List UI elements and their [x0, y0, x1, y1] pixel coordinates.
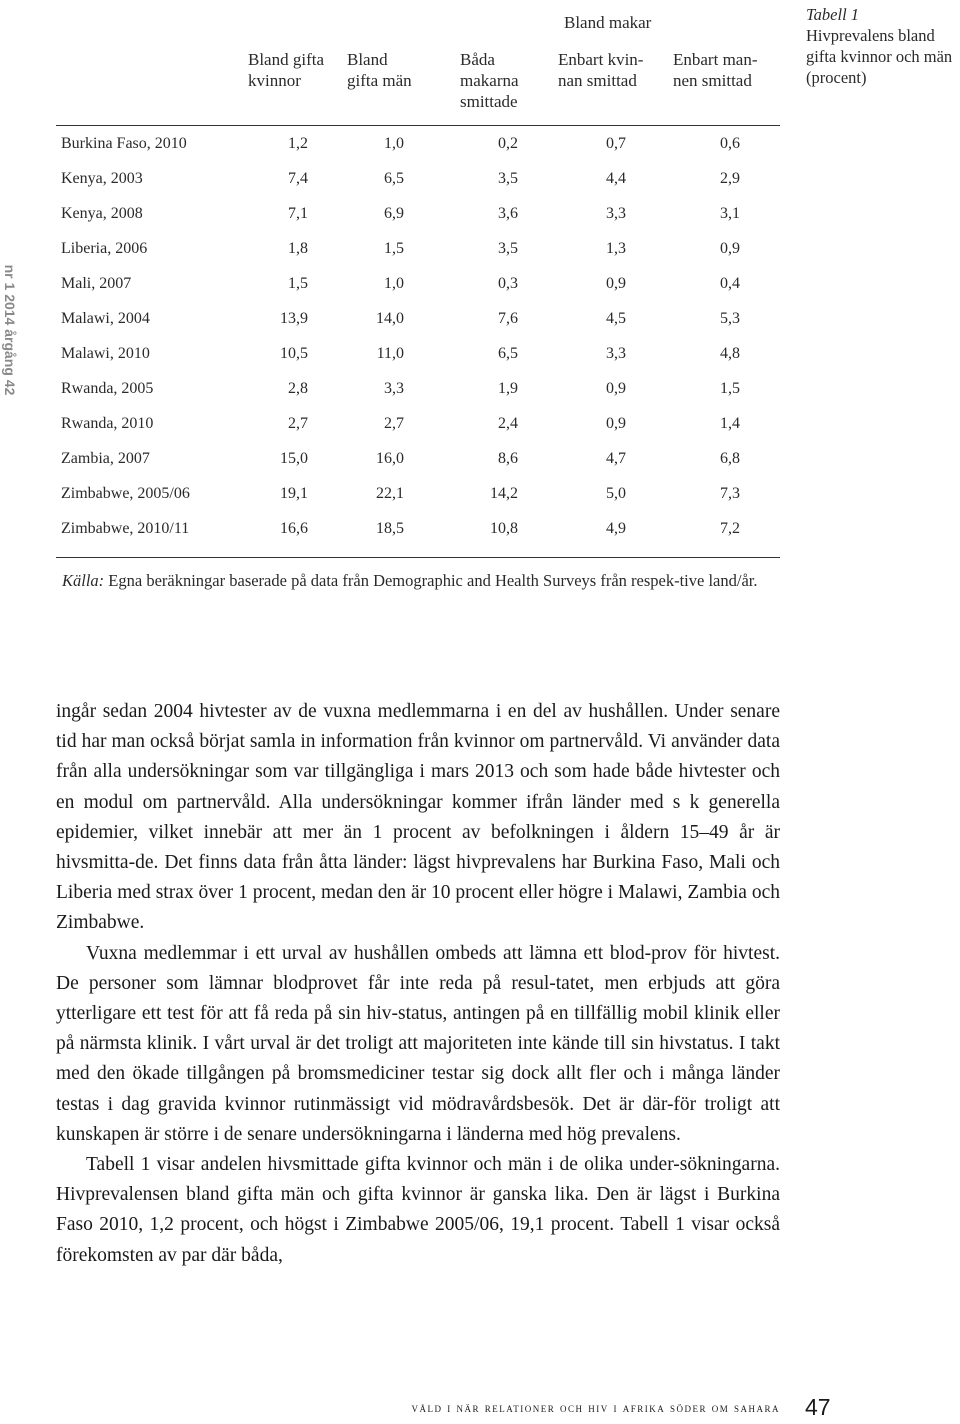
value-cell: 2,7 [384, 415, 404, 432]
header-line: Båda [460, 50, 495, 69]
table-row [56, 371, 780, 406]
value-cell: 2,9 [720, 170, 740, 187]
paragraph: Tabell 1 visar andelen hivsmittade gifta kvinnor och män i de olika under-sökningarna. Hivprevalensen bland gifta män och gifta kvinnor är ganska lika. Den är lägst i Burkina Faso 2010, 1,2 procent, och högst i Zimbabwe 2005/06, 19,1 procent. Tabell 1 visar också förekomsten av par där båda, [56, 1154, 780, 1266]
value-cell: 0,7 [606, 135, 626, 152]
value-cell: 0,9 [720, 240, 740, 257]
value-cell: 1,0 [384, 275, 404, 292]
country-year-cell: Kenya, 2008 [61, 205, 143, 222]
value-cell: 3,3 [384, 380, 404, 397]
table-row [56, 196, 780, 231]
page-number: 47 [805, 1394, 831, 1420]
table-caption-label: Tabell 1 [806, 5, 860, 24]
header-line: smittade [460, 92, 518, 111]
value-cell: 6,8 [720, 450, 740, 467]
country-year-cell: Zimbabwe, 2010/11 [61, 520, 190, 537]
value-cell: 10,8 [490, 520, 518, 537]
header-line: nen smittad [673, 71, 752, 90]
value-cell: 11,0 [376, 345, 404, 362]
table-row [56, 441, 780, 476]
value-cell: 3,6 [498, 205, 518, 222]
paragraph: ingår sedan 2004 hivtester av de vuxna medlemmarna i en del av hushållen. Under senare tid har man också börjat samla in information från kvinnor om partnervåld. Vi använder data från alla undersökningar som var tillgängliga i mars 2013 och som hade både hivtester och en modul om partnervåld. Alla undersökningar kommer ifrån länder med s k generella epidemier, vilket innebär att mer än 1 procent av befolkningen i åldern 15–49 år är hivsmitta-de. Det finns data från åtta länder: lägst hivprevalens har Burkina Faso, Mali och Liberia med strax över 1 procent, medan den är 10 procent eller högre i Malawi, Zambia och Zimbabwe. [56, 701, 780, 934]
header-line: makarna [460, 71, 519, 90]
value-cell: 7,3 [720, 485, 740, 502]
header-married-men [347, 49, 412, 91]
country-year-cell: Malawi, 2004 [61, 310, 150, 327]
table-source-note [62, 570, 784, 591]
value-cell: 5,0 [606, 485, 626, 502]
header-line: nan smittad [558, 71, 637, 90]
value-cell: 2,7 [288, 415, 308, 432]
country-year-cell: Zambia, 2007 [61, 450, 150, 467]
value-cell: 3,3 [606, 205, 626, 222]
value-cell: 14,0 [376, 310, 404, 327]
value-cell: 1,4 [720, 415, 740, 432]
value-cell: 7,1 [288, 205, 308, 222]
table-caption [806, 4, 958, 88]
value-cell: 3,3 [606, 345, 626, 362]
value-cell: 6,9 [384, 205, 404, 222]
value-cell: 7,2 [720, 520, 740, 537]
value-cell: 16,0 [376, 450, 404, 467]
table-row [56, 266, 780, 301]
value-cell: 16,6 [280, 520, 308, 537]
value-cell: 4,5 [606, 310, 626, 327]
value-cell: 0,9 [606, 275, 626, 292]
table-header [56, 0, 780, 126]
value-cell: 14,2 [490, 485, 518, 502]
value-cell: 0,2 [498, 135, 518, 152]
header-both-infected [460, 49, 519, 112]
value-cell: 0,9 [606, 380, 626, 397]
table-row [56, 126, 780, 161]
table-caption-title: Hivprevalens bland gifta kvinnor och män (procent) [806, 26, 953, 87]
country-year-cell: Kenya, 2003 [61, 170, 143, 187]
value-cell: 1,5 [384, 240, 404, 257]
country-year-cell: Liberia, 2006 [61, 240, 148, 257]
table-row [56, 511, 780, 546]
value-cell: 2,4 [498, 415, 518, 432]
source-text: Egna beräkningar baserade på data från Demographic and Health Surveys från respek-tive land/år. [104, 571, 758, 590]
value-cell: 4,4 [606, 170, 626, 187]
header-married-women [248, 49, 324, 91]
value-cell: 1,2 [288, 135, 308, 152]
value-cell: 4,8 [720, 345, 740, 362]
value-cell: 3,5 [498, 170, 518, 187]
value-cell: 22,1 [376, 485, 404, 502]
value-cell: 0,3 [498, 275, 518, 292]
value-cell: 0,4 [720, 275, 740, 292]
page-footer [0, 1394, 960, 1424]
value-cell: 6,5 [384, 170, 404, 187]
table-row [56, 301, 780, 336]
value-cell: 19,1 [280, 485, 308, 502]
value-cell: 15,0 [280, 450, 308, 467]
value-cell: 1,3 [606, 240, 626, 257]
table-row [56, 231, 780, 266]
table-bottom-rule [56, 546, 780, 558]
country-year-cell: Rwanda, 2010 [61, 415, 154, 432]
running-title: våld i när relationer och hiv i afrika söder om sahara [411, 1400, 780, 1415]
header-line: gifta män [347, 71, 412, 90]
header-group-couples: Bland makar [564, 13, 652, 32]
table-row [56, 406, 780, 441]
table-row [56, 161, 780, 196]
value-cell: 6,5 [498, 345, 518, 362]
value-cell: 8,6 [498, 450, 518, 467]
value-cell: 0,6 [720, 135, 740, 152]
header-line: Bland gifta [248, 50, 325, 69]
header-line: kvinnor [248, 71, 301, 90]
body-text [56, 697, 780, 1271]
source-label: Källa: [62, 571, 105, 590]
country-year-cell: Malawi, 2010 [61, 345, 150, 362]
value-cell: 7,6 [498, 310, 518, 327]
header-line: Enbart kvin- [558, 50, 644, 69]
value-cell: 1,5 [288, 275, 308, 292]
value-cell: 3,1 [720, 205, 740, 222]
country-year-cell: Burkina Faso, 2010 [61, 135, 187, 152]
table-body [56, 126, 780, 546]
prevalence-table [56, 0, 780, 558]
value-cell: 3,5 [498, 240, 518, 257]
value-cell: 18,5 [376, 520, 404, 537]
country-year-cell: Zimbabwe, 2005/06 [61, 485, 190, 502]
header-only-man-infected [673, 49, 758, 91]
country-year-cell: Rwanda, 2005 [61, 380, 154, 397]
paragraph: Vuxna medlemmar i ett urval av hushållen ombeds att lämna ett blod-prov för hivtest. De personer som lämnar blodprovet får inte reda på resul-tatet, men erbjuds att göra ytterligare ett test för att få reda på sin hiv-status, antingen på en tillfällig mobil klinik eller på närmsta klinik. I vårt urval är det troligt att majoriteten inte kände till sin hivstatus. I takt med den ökade tillgången på bromsmediciner testar sig dock allt fler och i många länder testas i dag gravida kvinnor rutinmässigt vid mödravårdsbesök. Det är där-för troligt att kunskapen är större i de senare undersökningarna i länderna med hög prevalens. [56, 942, 780, 1145]
table-row [56, 476, 780, 511]
value-cell: 4,9 [606, 520, 626, 537]
country-year-cell: Mali, 2007 [61, 275, 132, 292]
value-cell: 10,5 [280, 345, 308, 362]
value-cell: 0,9 [606, 415, 626, 432]
header-only-woman-infected [558, 49, 643, 91]
value-cell: 5,3 [720, 310, 740, 327]
value-cell: 1,9 [498, 380, 518, 397]
value-cell: 1,5 [720, 380, 740, 397]
value-cell: 2,8 [288, 380, 308, 397]
journal-issue-label: nr 1 2014 årgång 42 [2, 264, 18, 396]
table-row [56, 336, 780, 371]
value-cell: 1,0 [384, 135, 404, 152]
header-line: Bland [347, 50, 388, 69]
value-cell: 4,7 [606, 450, 626, 467]
header-line: Enbart man- [673, 50, 758, 69]
value-cell: 1,8 [288, 240, 308, 257]
value-cell: 7,4 [288, 170, 308, 187]
value-cell: 13,9 [280, 310, 308, 327]
